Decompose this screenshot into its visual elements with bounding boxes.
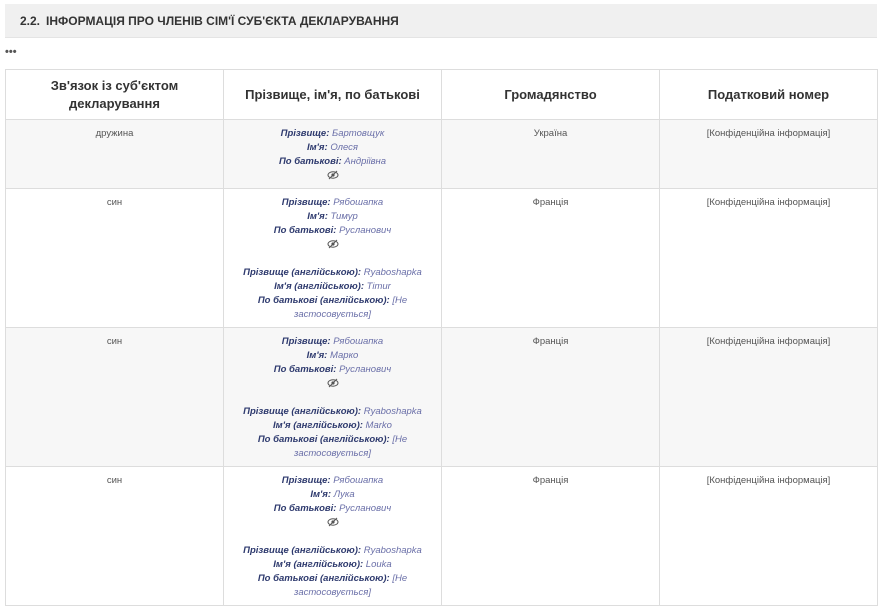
section-header: [5, 4, 877, 38]
patronymic-en-value-2: застосовується]: [294, 587, 371, 598]
patronymic-en-value-1: [Не: [392, 434, 408, 445]
table-row: [6, 189, 878, 328]
patronymic-en-label: По батькові (англійською):: [257, 573, 390, 584]
given-name-value: Лука: [333, 489, 355, 500]
relation-cell: син: [6, 467, 224, 606]
patronymic-en-value-2: застосовується]: [294, 309, 371, 320]
name-cell: [224, 189, 442, 328]
surname-value: Бартовщук: [332, 128, 385, 139]
patronymic-en-value-2: застосовується]: [294, 448, 371, 459]
surname-en-value: Ryaboshapka: [363, 545, 422, 556]
citizenship-cell: Франція: [442, 189, 660, 328]
eye-off-icon[interactable]: [230, 238, 435, 252]
given-name-en-value: Marko: [365, 420, 392, 431]
given-name-en-label: Ім'я (англійською):: [274, 281, 364, 292]
surname-value: Рябошапка: [333, 336, 384, 347]
given-name-label: Ім'я:: [310, 489, 331, 500]
citizenship-cell: Франція: [442, 467, 660, 606]
section-title: ІНФОРМАЦІЯ ПРО ЧЛЕНІВ СІМ'Ї СУБ'ЄКТА ДЕКЛАРУВАННЯ: [46, 13, 399, 28]
header-relation: Зв'язок із суб'єктом декларування: [6, 70, 224, 120]
given-name-en-value: Louka: [365, 559, 392, 570]
citizenship-cell: Україна: [442, 120, 660, 189]
patronymic-value: Русланович: [339, 503, 392, 514]
surname-value: Рябошапка: [333, 197, 384, 208]
given-name-en-label: Ім'я (англійською):: [273, 559, 364, 570]
relation-cell: син: [6, 328, 224, 467]
eye-off-icon[interactable]: [230, 377, 435, 391]
surname-label: Прізвище:: [280, 128, 330, 139]
surname-value: Рябошапка: [333, 475, 384, 486]
patronymic-en-value-1: [Не: [392, 295, 408, 306]
surname-label: Прізвище:: [281, 197, 331, 208]
given-name-label: Ім'я:: [307, 211, 328, 222]
table-row: [6, 328, 878, 467]
given-name-en-label: Ім'я (англійською):: [273, 420, 363, 431]
surname-label: Прізвище:: [281, 336, 331, 347]
table-row: [6, 467, 878, 606]
table-row: [6, 120, 878, 189]
given-name-label: Ім'я:: [307, 142, 328, 153]
citizenship-cell: Франція: [442, 328, 660, 467]
patronymic-label: По батькові:: [273, 503, 337, 514]
tax-number-cell: [Конфіденційна інформація]: [660, 189, 878, 328]
family-members-table: [5, 69, 878, 606]
surname-label: Прізвище:: [281, 475, 331, 486]
patronymic-en-label: По батькові (англійською):: [257, 434, 390, 445]
eye-off-icon[interactable]: [230, 169, 435, 183]
name-cell: [224, 328, 442, 467]
patronymic-label: По батькові:: [278, 156, 342, 167]
patronymic-en-value-1: [Не: [392, 573, 408, 584]
more-options-icon[interactable]: •••: [5, 46, 17, 58]
surname-en-value: Ryaboshapka: [363, 406, 422, 417]
surname-en-label: Прізвище (англійською):: [243, 406, 362, 417]
patronymic-label: По батькові:: [273, 225, 337, 236]
given-name-value: Олеся: [330, 142, 358, 153]
tax-number-cell: [Конфіденційна інформація]: [660, 467, 878, 606]
eye-off-icon[interactable]: [230, 516, 435, 530]
section-number: 2.2.: [20, 13, 41, 28]
patronymic-value: Андріївна: [344, 156, 387, 167]
header-name: Прізвище, ім'я, по батькові: [224, 70, 442, 120]
header-citizenship: Громадянство: [442, 70, 660, 120]
patronymic-value: Русланович: [339, 364, 392, 375]
patronymic-value: Русланович: [339, 225, 392, 236]
tax-number-cell: [Конфіденційна інформація]: [660, 120, 878, 189]
relation-cell: син: [6, 189, 224, 328]
patronymic-label: По батькові:: [273, 364, 337, 375]
patronymic-en-label: По батькові (англійською):: [257, 295, 390, 306]
surname-en-label: Прізвище (англійською):: [243, 545, 362, 556]
given-name-value: Тимур: [330, 211, 358, 222]
name-cell: [224, 467, 442, 606]
name-cell: [224, 120, 442, 189]
given-name-label: Ім'я:: [306, 350, 328, 361]
header-tax-number: Податковий номер: [660, 70, 878, 120]
relation-cell: дружина: [6, 120, 224, 189]
tax-number-cell: [Конфіденційна інформація]: [660, 328, 878, 467]
given-name-value: Марко: [329, 350, 359, 361]
surname-en-value: Ryaboshapka: [363, 267, 422, 278]
given-name-en-value: Timur: [366, 281, 391, 292]
surname-en-label: Прізвище (англійською):: [243, 267, 362, 278]
